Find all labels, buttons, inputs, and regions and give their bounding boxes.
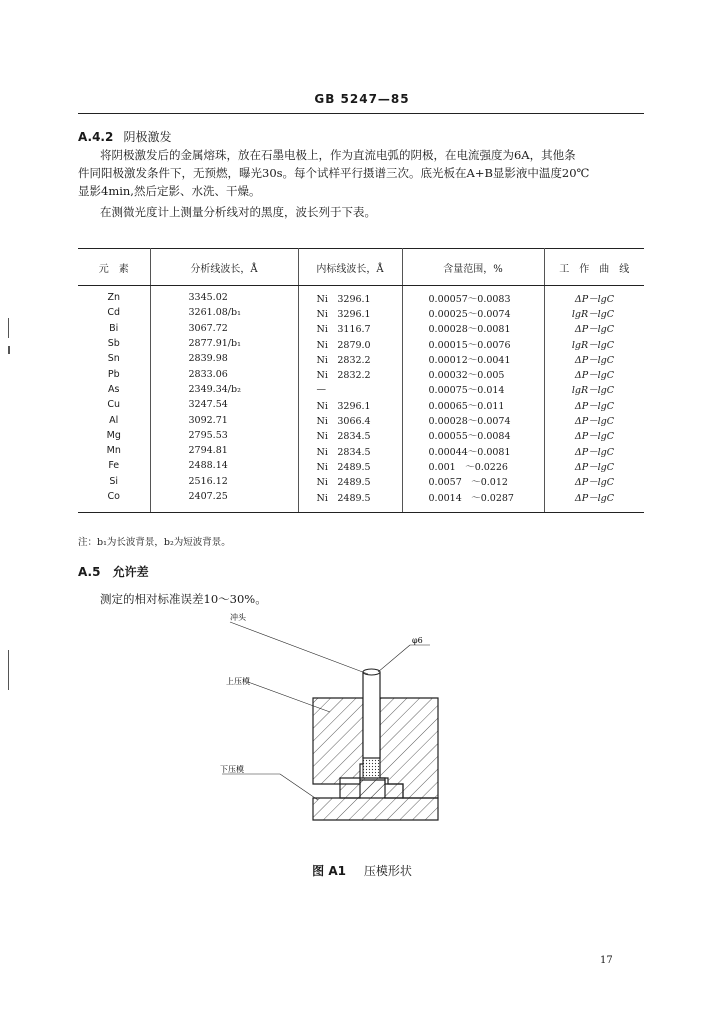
cell-range: 0.00012～0.0041 <box>402 351 544 366</box>
label-upper-die: 上压模 <box>226 677 250 686</box>
scan-mark <box>8 318 9 338</box>
cell-wavelength: 2407.25 <box>150 489 298 513</box>
header-rule <box>78 113 644 114</box>
cell-wavelength: 2349.34/b₂ <box>150 382 298 397</box>
cell-range: 0.00028～0.0081 <box>402 321 544 336</box>
section-a42-para2: 在测微光度计上测量分析线对的黑度，波长列于下表。 <box>100 205 376 219</box>
section-a5-text: 测定的相对标准误差10～30%。 <box>100 592 267 606</box>
cell-element: Co <box>78 489 150 513</box>
section-a42-para1-line1: 将阴极激发后的金属熔珠，放在石墨电极上，作为直流电弧的阴极，在电流强度为6A，其他条 <box>100 148 576 162</box>
cell-internal: Ni 3066.4 <box>298 412 402 427</box>
cell-element: As <box>78 382 150 397</box>
cell-wavelength: 2839.98 <box>150 351 298 366</box>
section-a42-title: 阴极激发 <box>123 130 172 144</box>
wavelength-table <box>78 248 644 513</box>
cell-element: Cu <box>78 397 150 412</box>
cell-curve: lgR－lgC <box>571 385 614 397</box>
upper-die-right <box>380 698 438 798</box>
cell-curve: lgR－lgC <box>571 308 614 320</box>
cell-internal: Ni 2834.5 <box>298 443 402 458</box>
cell-internal: Ni 2879.0 <box>298 336 402 351</box>
cell-internal: Ni 2832.2 <box>298 366 402 381</box>
cell-internal: Ni 2489.5 <box>298 458 402 473</box>
table-row <box>78 443 644 458</box>
section-a42-para1-line3: 显影4min,然后定影、水洗、干燥。 <box>78 184 261 198</box>
cell-wavelength: 2488.14 <box>150 458 298 473</box>
cell-curve: ΔP－lgC <box>574 431 614 443</box>
table-row <box>78 474 644 489</box>
cell-range: 0.00032～0.005 <box>402 366 544 381</box>
table-row <box>78 321 644 336</box>
cell-curve: ΔP－lgC <box>574 293 614 305</box>
cell-element: Zn <box>78 286 150 306</box>
sample <box>363 758 380 778</box>
cell-internal: Ni 3116.7 <box>298 321 402 336</box>
cell-internal: Ni 2489.5 <box>298 474 402 489</box>
table-row <box>78 305 644 320</box>
cell-element: Cd <box>78 305 150 320</box>
th-element: 元 素 <box>78 249 150 286</box>
th-wavelength: 分析线波长，Å <box>150 249 298 286</box>
cell-element: Fe <box>78 458 150 473</box>
cell-internal: Ni 2834.5 <box>298 428 402 443</box>
table-body <box>78 286 644 513</box>
table-row <box>78 458 644 473</box>
table-row <box>78 336 644 351</box>
th-curve: 工 作 曲 线 <box>544 249 644 286</box>
cell-internal: Ni 2489.5 <box>298 489 402 513</box>
cell-wavelength: 3247.54 <box>150 397 298 412</box>
cell-range: 0.00057～0.0083 <box>402 286 544 306</box>
cell-range: 0.00044～0.0081 <box>402 443 544 458</box>
table-row <box>78 351 644 366</box>
die-figure <box>200 612 460 832</box>
cell-wavelength: 2516.12 <box>150 474 298 489</box>
table-row <box>78 382 644 397</box>
th-range: 含量范围，% <box>402 249 544 286</box>
section-a5-heading <box>78 563 149 580</box>
label-lower-die: 下压模 <box>220 765 244 774</box>
scan-mark <box>8 650 9 690</box>
cell-curve: ΔP－lgC <box>574 461 614 473</box>
cell-curve: ΔP－lgC <box>574 477 614 489</box>
cell-internal: Ni 3296.1 <box>298 286 402 306</box>
cell-range: 0.00015～0.0076 <box>402 336 544 351</box>
cell-curve: ΔP－lgC <box>574 370 614 382</box>
cell-curve: ΔP－lgC <box>574 446 614 458</box>
cell-curve: lgR－lgC <box>571 339 614 351</box>
cell-wavelength: 3092.71 <box>150 412 298 427</box>
label-diameter: φ6 <box>412 636 423 645</box>
page-number: 17 <box>600 955 613 966</box>
section-a42-number: A.4.2 <box>78 130 114 144</box>
cell-curve: ΔP－lgC <box>544 489 644 513</box>
cell-internal: Ni 3296.1 <box>298 305 402 320</box>
cell-range: 0.00055～0.0084 <box>402 428 544 443</box>
cell-internal: — <box>298 382 402 397</box>
cell-wavelength: 3345.02 <box>150 286 298 306</box>
cell-element: Si <box>78 474 150 489</box>
figure-caption-title: 压模形状 <box>363 864 412 878</box>
cell-element: Sn <box>78 351 150 366</box>
cell-curve: ΔP－lgC <box>574 416 614 428</box>
punch <box>363 672 380 758</box>
cell-range: 0.0057 ～0.012 <box>402 474 544 489</box>
table-row <box>78 412 644 427</box>
cell-curve: ΔP－lgC <box>574 354 614 366</box>
cell-wavelength: 2833.06 <box>150 366 298 381</box>
cell-element: Sb <box>78 336 150 351</box>
figure-caption <box>0 862 724 879</box>
cell-element: Pb <box>78 366 150 381</box>
cell-element: Bi <box>78 321 150 336</box>
cell-internal: Ni 3296.1 <box>298 397 402 412</box>
table-note: 注：b₁为长波背景，b₂为短波背景。 <box>78 537 231 548</box>
cell-element: Mn <box>78 443 150 458</box>
section-a42-para1-line2: 件同阳极激发条件下，无预燃，曝光30s。每个试样平行摄谱三次。底光板在A+B显影液中温度20℃ <box>78 166 590 180</box>
cell-wavelength: 3261.08/b₁ <box>150 305 298 320</box>
cell-range: 0.00025～0.0074 <box>402 305 544 320</box>
section-a5-title: 允许差 <box>112 565 149 579</box>
cell-range: 0.001 ～0.0226 <box>402 458 544 473</box>
cell-element: Al <box>78 412 150 427</box>
cell-curve: ΔP－lgC <box>574 324 614 336</box>
cell-range: 0.00075～0.014 <box>402 382 544 397</box>
table-row <box>78 428 644 443</box>
scan-mark <box>8 346 10 354</box>
cell-wavelength: 2795.53 <box>150 428 298 443</box>
table-row <box>78 397 644 412</box>
section-a5-number: A.5 <box>78 565 101 579</box>
label-punch: 冲头 <box>230 613 246 622</box>
table-row <box>78 489 644 513</box>
table-row <box>78 366 644 381</box>
section-a42-heading <box>78 128 172 145</box>
cell-range: 0.00065～0.011 <box>402 397 544 412</box>
table-header-row <box>78 249 644 286</box>
cell-range: 0.0014 ～0.0287 <box>402 489 544 513</box>
figure-caption-number: 图 A1 <box>312 864 346 878</box>
cell-wavelength: 2794.81 <box>150 443 298 458</box>
cell-curve: ΔP－lgC <box>574 400 614 412</box>
table-row <box>78 286 644 306</box>
th-internal: 内标线波长，Å <box>298 249 402 286</box>
cell-wavelength: 2877.91/b₁ <box>150 336 298 351</box>
cell-wavelength: 3067.72 <box>150 321 298 336</box>
upper-die-left <box>313 698 363 784</box>
cell-element: Mg <box>78 428 150 443</box>
cell-internal: Ni 2832.2 <box>298 351 402 366</box>
page-header: GB 5247—85 <box>314 92 410 106</box>
cell-range: 0.00028～0.0074 <box>402 412 544 427</box>
upper-die-shape <box>293 698 312 802</box>
